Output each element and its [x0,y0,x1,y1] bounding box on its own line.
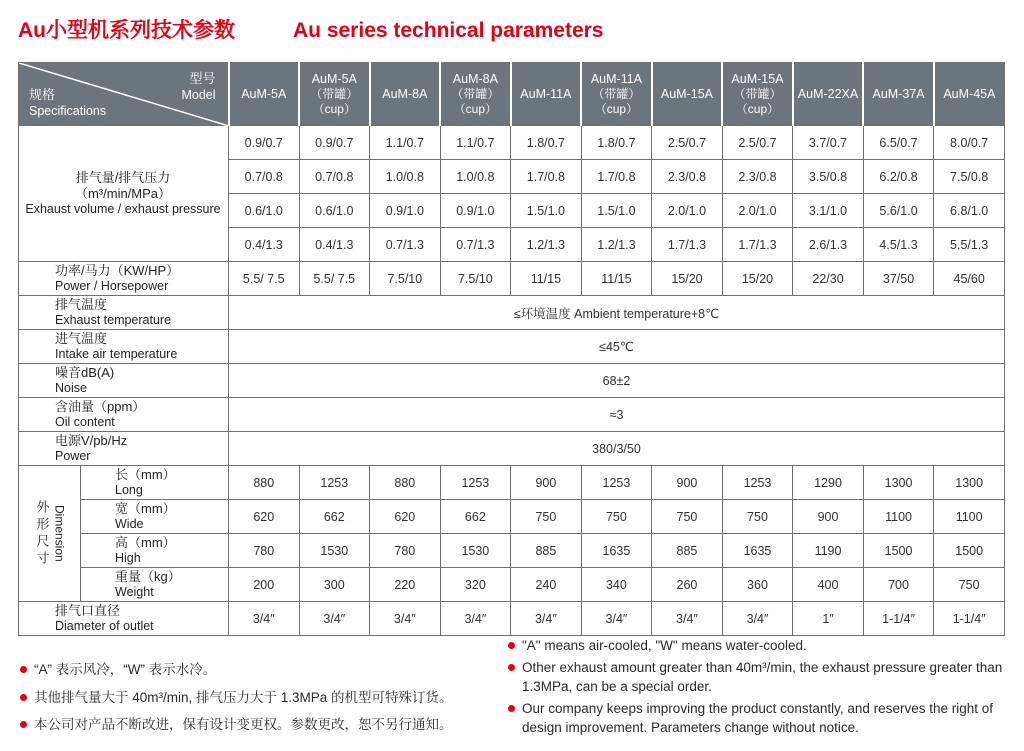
model-note-en: （cup） [594,101,639,116]
model-name: AuM-5A [241,86,287,101]
oil-content-zh: 含油量（ppm） [55,399,146,414]
value-cell: 0.4/1.3 [229,228,300,262]
model-note-zh: （带罐） [733,86,782,101]
value-cell: 340 [581,568,652,602]
value-cell: 4.5/1.3 [863,228,934,262]
value-cell: 400 [793,568,864,602]
value-cell: 1190 [793,534,864,568]
value-cell: 885 [652,534,723,568]
model-column-header [511,63,582,126]
model-name: AuM-5A [311,71,357,86]
high-zh: 高（mm） [115,535,176,550]
model-column-header [793,63,864,126]
bullet-icon [20,721,27,728]
row-label-power-supply [19,432,229,466]
value-cell: 0.9/1.0 [440,194,511,228]
value-cell: 1.0/0.8 [440,160,511,194]
value-cell: 7.5/10 [370,262,441,296]
row-label-power [19,262,229,296]
power-supply-row [19,432,1005,466]
high-en: High [115,551,141,565]
value-cell: 260 [652,568,723,602]
model-name: AuM-15A [731,71,784,86]
note-en-text: Other exhaust amount greater than 40m³/min, the exhaust pressure greater than 1.3MPa, can be a special order. [522,659,1003,694]
value-cell: 22/30 [793,262,864,296]
row-label-exhaust-temperature [19,296,229,330]
value-cell: 1300 [863,466,934,500]
weight-en: Weight [115,585,154,599]
value-cell: 750 [581,500,652,534]
value-cell: 1253 [299,466,370,500]
value-cell: 1.5/1.0 [511,194,582,228]
oil-content-value: ≈3 [229,398,1005,432]
value-cell: 240 [511,568,582,602]
value-cell: 880 [370,466,441,500]
value-cell: 1″ [793,602,864,636]
model-column-header [299,63,370,126]
value-cell: 0.6/1.0 [229,194,300,228]
wide-en: Wide [115,517,144,531]
note-en-item [508,699,1013,738]
exhaust-temperature-en: Exhaust temperature [55,313,172,327]
dimension-high-row [19,534,1005,568]
value-cell: 0.9/0.7 [299,126,370,160]
oil-content-row [19,398,1005,432]
value-cell: 3/4″ [299,602,370,636]
exhaust-temperature-zh: 排气温度 [55,297,108,312]
value-cell: 7.5/0.8 [934,160,1005,194]
outlet-en: Diameter of outlet [55,619,154,633]
value-cell: 3.5/0.8 [793,160,864,194]
intake-temperature-value: ≤45℃ [229,330,1005,364]
model-name: AuM-11A [520,86,572,101]
note-zh-item [20,660,495,680]
value-cell: 1290 [793,466,864,500]
value-cell: 1.8/0.7 [511,126,582,160]
value-cell: 780 [370,534,441,568]
model-note-en: （cup） [735,101,780,116]
value-cell: 780 [229,534,300,568]
value-cell: 900 [511,466,582,500]
outlet-zh: 排气口直径 [55,603,121,618]
value-cell: 2.5/0.7 [652,126,723,160]
value-cell: 5.6/1.0 [863,194,934,228]
value-cell: 750 [652,500,723,534]
dimension-vertical-wrap [19,500,80,568]
value-cell: 2.3/0.8 [722,160,793,194]
row-label-oil-content [19,398,229,432]
model-name: AuM-22XA [797,86,859,101]
model-name: AuM-15A [660,86,713,101]
value-cell: 662 [299,500,370,534]
note-en-item [508,658,1013,697]
parameters-table [18,62,1005,636]
value-cell: 1.7/1.3 [652,228,723,262]
table-header-row [19,63,1005,126]
dimension-vertical-label [19,466,81,602]
value-cell: 5.5/ 7.5 [229,262,300,296]
value-cell: 1.7/0.8 [581,160,652,194]
value-cell: 11/15 [511,262,582,296]
value-cell: 620 [229,500,300,534]
note-en-item [508,636,1013,656]
value-cell: 0.7/1.3 [370,228,441,262]
value-cell: 620 [370,500,441,534]
row-label-high [81,534,229,568]
model-note-zh: （带罐） [451,86,500,101]
long-en: Long [115,483,143,497]
value-cell: 2.5/0.7 [722,126,793,160]
model-column-header [722,63,793,126]
value-cell: 1500 [934,534,1005,568]
bullet-icon [508,705,515,712]
value-cell: 1530 [299,534,370,568]
model-name: AuM-8A [452,71,498,86]
value-cell: 1635 [581,534,652,568]
value-cell: 0.7/1.3 [440,228,511,262]
value-cell: 900 [652,466,723,500]
value-cell: 0.6/1.0 [299,194,370,228]
value-cell: 1.1/0.7 [370,126,441,160]
value-cell: 220 [370,568,441,602]
value-cell: 750 [722,500,793,534]
bullet-icon [20,694,27,701]
corner-header-cell [19,63,229,126]
value-cell: 3/4″ [652,602,723,636]
exhaust-row-0.7 [19,126,1005,160]
note-zh-item [20,715,495,735]
value-cell: 3/4″ [370,602,441,636]
model-note-en: （cup） [312,101,356,116]
bullet-icon [508,642,515,649]
note-zh-text: “A” 表示风冷，“W” 表示水冷。 [34,662,217,677]
value-cell: 1500 [863,534,934,568]
weight-zh: 重量（kg） [115,569,181,584]
model-column-header [863,63,934,126]
model-note-en: （cup） [453,101,498,116]
row-label-intake-temperature [19,330,229,364]
value-cell: 1635 [722,534,793,568]
exhaust-temperature-value: ≤环境温度 Ambient temperature+8℃ [229,296,1005,330]
value-cell: 1.2/1.3 [511,228,582,262]
dimension-weight-row [19,568,1005,602]
value-cell: 750 [511,500,582,534]
value-cell: 1.8/0.7 [581,126,652,160]
value-cell: 3/4″ [581,602,652,636]
value-cell: 0.9/1.0 [370,194,441,228]
row-label-exhaust [19,126,229,262]
value-cell: 0.7/0.8 [229,160,300,194]
value-cell: 2.0/1.0 [652,194,723,228]
page-title-en: Au series technical parameters [293,19,604,42]
value-cell: 2.6/1.3 [793,228,864,262]
value-cell: 3/4″ [440,602,511,636]
notes-zh [20,660,495,743]
value-cell: 1.1/0.7 [440,126,511,160]
value-cell: 1300 [934,466,1005,500]
exhaust-label-zh: 排气量/排气压力 [75,170,171,185]
value-cell: 1.7/1.3 [722,228,793,262]
value-cell: 6.8/1.0 [934,194,1005,228]
model-name: AuM-11A [590,71,643,86]
row-label-long [81,466,229,500]
row-label-weight [81,568,229,602]
value-cell: 885 [511,534,582,568]
note-zh-text: 其他排气量大于 40m³/min, 排气压力大于 1.3MPa 的机型可特殊订货。 [34,689,453,705]
value-cell: 0.9/0.7 [229,126,300,160]
power-label-en: Power / Horsepower [55,279,169,293]
wide-zh: 宽（mm） [115,501,176,516]
value-cell: 5.5/1.3 [934,228,1005,262]
model-name: AuM-45A [943,86,996,101]
power-supply-zh: 电源V/pb/Hz [55,433,128,448]
page-title [18,14,604,44]
value-cell: 3.7/0.7 [793,126,864,160]
power-supply-value: 380/3/50 [229,432,1005,466]
dimension-wide-row [19,500,1005,534]
value-cell: 320 [440,568,511,602]
value-cell: 360 [722,568,793,602]
model-name: AuM-8A [382,86,428,101]
page-title-zh: Au小型机系列技术参数 [18,19,235,42]
value-cell: 300 [299,568,370,602]
notes-en [508,636,1013,740]
note-en-text: "A" means air-cooled, "W" means water-cooled. [522,638,807,653]
value-cell: 5.5/ 7.5 [299,262,370,296]
value-cell: 3/4″ [722,602,793,636]
intake-temperature-zh: 进气温度 [55,331,108,346]
value-cell: 45/60 [934,262,1005,296]
value-cell: 1253 [440,466,511,500]
value-cell: 3.1/1.0 [793,194,864,228]
value-cell: 6.2/0.8 [863,160,934,194]
corner-spec-en: Specifications [29,104,107,118]
noise-en: Noise [55,381,87,395]
value-cell: 1253 [581,466,652,500]
value-cell: 7.5/10 [440,262,511,296]
value-cell: 700 [863,568,934,602]
value-cell: 3/4″ [229,602,300,636]
value-cell: 1-1/4″ [863,602,934,636]
value-cell: 0.7/0.8 [299,160,370,194]
value-cell: 200 [229,568,300,602]
model-column-header [581,63,652,126]
bullet-icon [20,666,27,673]
exhaust-label-unit: （m³/min/MPa） [74,186,172,201]
value-cell: 1.5/1.0 [581,194,652,228]
model-column-header [440,63,511,126]
model-column-header [652,63,723,126]
value-cell: 1530 [440,534,511,568]
long-zh: 长（mm） [115,467,176,482]
noise-value: 68±2 [229,364,1005,398]
corner-model-label [181,71,215,103]
bullet-icon [508,664,515,671]
value-cell: 750 [934,568,1005,602]
value-cell: 1.2/1.3 [581,228,652,262]
model-column-header [934,63,1005,126]
value-cell: 15/20 [722,262,793,296]
value-cell: 1.0/0.8 [370,160,441,194]
value-cell: 1-1/4″ [934,602,1005,636]
oil-content-en: Oil content [55,415,115,429]
corner-model-zh: 型号 [189,71,216,86]
value-cell: 1100 [863,500,934,534]
power-row [19,262,1005,296]
value-cell: 11/15 [581,262,652,296]
exhaust-label-en: Exhaust volume / exhaust pressure [25,202,221,216]
row-label-outlet [19,602,229,636]
value-cell: 2.0/1.0 [722,194,793,228]
value-cell: 2.3/0.8 [652,160,723,194]
corner-spec-zh: 规格 [29,87,56,102]
value-cell: 8.0/0.7 [934,126,1005,160]
note-zh-text: 本公司对产品不断改进，保有设计变更权。参数更改，恕不另行通知。 [34,717,453,732]
power-supply-en: Power [55,449,91,463]
value-cell: 880 [229,466,300,500]
note-zh-item [20,688,495,708]
intake-temperature-row [19,330,1005,364]
value-cell: 1.7/0.8 [511,160,582,194]
intake-temperature-en: Intake air temperature [55,347,178,361]
value-cell: 900 [793,500,864,534]
value-cell: 37/50 [863,262,934,296]
value-cell: 3/4″ [511,602,582,636]
value-cell: 6.5/0.7 [863,126,934,160]
model-note-zh: （带罐） [310,86,359,101]
outlet-row [19,602,1005,636]
value-cell: 1253 [722,466,793,500]
row-label-noise [19,364,229,398]
exhaust-temperature-row [19,296,1005,330]
value-cell: 0.4/1.3 [299,228,370,262]
corner-spec-label [29,87,106,119]
model-column-header [229,63,300,126]
parameters-table-wrap [18,62,1005,636]
row-label-wide [81,500,229,534]
model-name: AuM-37A [872,86,925,101]
value-cell: 662 [440,500,511,534]
dimension-label-zh: 外形尺寸 [34,499,50,568]
note-en-text: Our company keeps improving the product constantly, and reserves the right of design improvement. Parameters change without notice. [522,700,993,735]
dimension-long-row [19,466,1005,500]
model-note-zh: （带罐） [592,86,641,101]
noise-zh: 噪音dB(A) [55,365,115,380]
noise-row [19,364,1005,398]
value-cell: 15/20 [652,262,723,296]
power-label-zh: 功率/马力（KW/HP） [55,263,180,278]
model-column-header [370,63,441,126]
corner-model-en: Model [181,88,216,102]
dimension-label-en: Dimension [52,505,67,562]
value-cell: 1100 [934,500,1005,534]
